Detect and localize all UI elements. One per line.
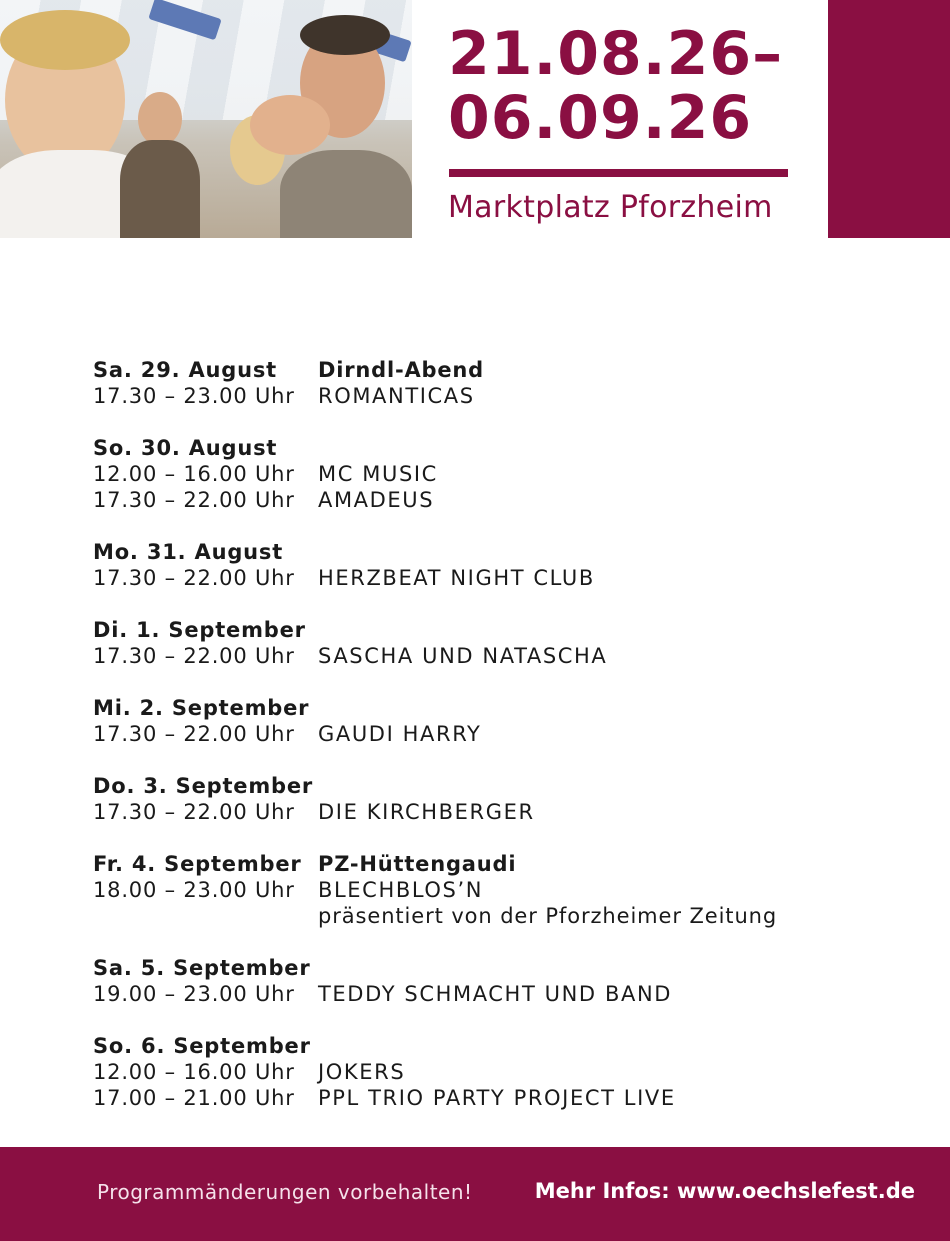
day-label: So. 6. September <box>93 1034 311 1058</box>
day-label: Fr. 4. September <box>93 852 302 876</box>
act-note: präsentiert von der Pforzheimer Zeitung <box>318 904 778 928</box>
act-name: JOKERS <box>318 1060 406 1084</box>
act-name: TEDDY SCHMACHT UND BAND <box>318 982 673 1006</box>
act-name: GAUDI HARRY <box>318 722 482 746</box>
website-link[interactable]: Mehr Infos: www.oechslefest.de <box>534 1179 915 1203</box>
day-label: So. 30. August <box>93 436 278 460</box>
time-slot: 12.00 – 16.00 Uhr <box>93 1060 295 1084</box>
day-label: Mo. 31. August <box>93 540 284 564</box>
day-block <box>93 695 893 747</box>
date-end: 06.09.26 <box>448 83 753 153</box>
day-block <box>93 435 893 513</box>
time-slot: 19.00 – 23.00 Uhr <box>93 982 295 1006</box>
time-slot: 17.30 – 22.00 Uhr <box>93 644 295 668</box>
act-name: BLECHBLOS’N <box>318 878 484 902</box>
act-name: SASCHA UND NATASCHA <box>318 644 608 668</box>
act-name: PPL TRIO PARTY PROJECT LIVE <box>318 1086 676 1110</box>
act-name: MC MUSIC <box>318 462 438 486</box>
day-label: Di. 1. September <box>93 618 306 642</box>
event-title: PZ-Hüttengaudi <box>318 852 517 876</box>
day-label: Sa. 5. September <box>93 956 311 980</box>
time-slot: 17.00 – 21.00 Uhr <box>93 1086 295 1110</box>
time-slot <box>93 903 318 929</box>
venue-label: Marktplatz Pforzheim <box>448 190 773 225</box>
day-label: Sa. 29. August <box>93 358 278 382</box>
act-name: ROMANTICAS <box>318 384 475 408</box>
festival-photo <box>0 0 412 238</box>
act-name: HERZBEAT NIGHT CLUB <box>318 566 595 590</box>
day-block <box>93 955 893 1007</box>
day-block <box>93 357 893 409</box>
footer-bar <box>0 1147 950 1241</box>
day-block <box>93 851 893 929</box>
time-slot: 17.30 – 23.00 Uhr <box>93 384 295 408</box>
time-slot: 17.30 – 22.00 Uhr <box>93 566 295 590</box>
act-name: AMADEUS <box>318 488 435 512</box>
time-slot: 17.30 – 22.00 Uhr <box>93 722 295 746</box>
day-block <box>93 617 893 669</box>
time-slot: 12.00 – 16.00 Uhr <box>93 462 295 486</box>
schedule <box>93 357 893 1137</box>
date-range <box>448 19 784 153</box>
day-label: Mi. 2. September <box>93 696 310 720</box>
time-slot: 17.30 – 22.00 Uhr <box>93 800 295 824</box>
disclaimer-text: Programmänderungen vorbehalten! <box>97 1180 473 1204</box>
time-slot: 17.30 – 22.00 Uhr <box>93 488 295 512</box>
brand-bar <box>828 0 950 238</box>
date-start: 21.08.26– <box>448 19 784 89</box>
event-title: Dirndl-Abend <box>318 358 484 382</box>
day-block <box>93 539 893 591</box>
act-name: DIE KIRCHBERGER <box>318 800 535 824</box>
day-label: Do. 3. September <box>93 774 314 798</box>
divider <box>449 169 788 177</box>
day-block <box>93 773 893 825</box>
time-slot: 18.00 – 23.00 Uhr <box>93 878 295 902</box>
day-block <box>93 1033 893 1111</box>
